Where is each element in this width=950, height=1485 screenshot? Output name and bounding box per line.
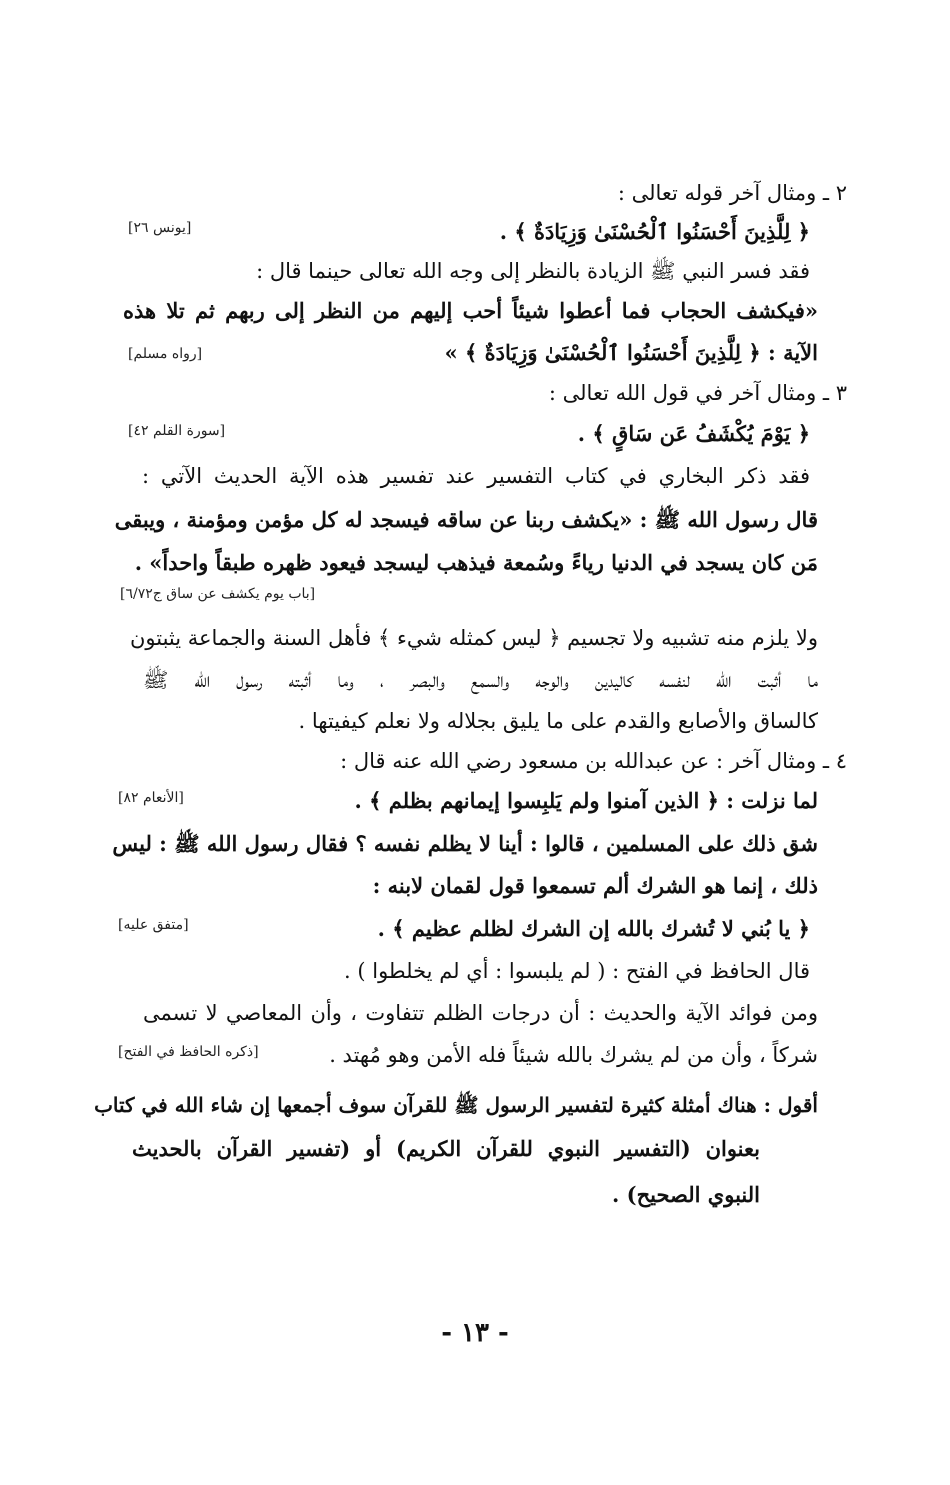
- text-line: قال الحافظ في الفتح : ( لم يلبسوا : أي لم يخلطوا ) .: [344, 959, 810, 983]
- hadith-line: مَن كان يسجد في الدنيا رياءً وسُمعة فيذهب ليسجد فيعود ظهره طبقاً واحداً» .: [134, 550, 818, 575]
- section-2-heading: ٢ ـ ومثال آخر قوله تعالى :: [617, 181, 847, 205]
- quran-verse-yunus: ﴿ لِلَّذِينَ أَحْسَنُوا ٱلْحُسْنَىٰ وَزِيَادَةٌ ﴾ .: [499, 219, 810, 244]
- text-line: ما أثبت الله لنفسه كاليدين والوجه والسمع والبصر ، وما أثبته رسول الله ﷺ: [143, 668, 818, 692]
- quran-verse-luqman: ﴿ يا بُني لا تُشرك بالله إن الشرك لظلم عظيم ﴾ .: [377, 916, 810, 941]
- hadith-line: ذلك ، إنما هو الشرك ألم تسمعوا قول لقمان لابنه :: [372, 873, 818, 898]
- hadith-line: «فيكشف الحجاب فما أعطوا شيئاً أحب إليهم من النظر إلى ربهم ثم تلا هذه: [123, 298, 818, 323]
- ref-muttafaq: [متفق عليه]: [118, 917, 189, 933]
- text-line: كالساق والأصابع والقدم على ما يليق بجلاله ولا نعلم كيفيتها .: [298, 709, 818, 733]
- closing-line: النبوي الصحيح) .: [612, 1182, 760, 1207]
- ref-anam: [الأنعام ٨٢]: [118, 790, 184, 806]
- text-line: فقد فسر النبي ﷺ الزيادة بالنظر إلى وجه الله تعالى حينما قال :: [256, 259, 810, 283]
- ref-hafiz-fath: [ذكره الحافظ في الفتح]: [118, 1044, 259, 1060]
- text-line: ولا يلزم منه تشبيه ولا تجسيم ﴿ ليس كمثله شيء ﴾ فأهل السنة والجماعة يثبتون: [129, 626, 818, 650]
- hadith-line: الآية : ﴿ لِلَّذِينَ أَحْسَنُوا ٱلْحُسْنَىٰ وَزِيَادَةٌ ﴾ »: [444, 340, 818, 365]
- page-number: - ١٣ -: [441, 1318, 509, 1348]
- section-4-heading: ٤ ـ ومثال آخر : عن عبدالله بن مسعود رضي الله عنه قال :: [340, 749, 847, 773]
- closing-line: أقول : هناك أمثلة كثيرة لتفسير الرسول ﷺ للقرآن سوف أجمعها إن شاء الله في كتاب: [94, 1093, 818, 1117]
- section-3-heading: ٣ ـ ومثال آخر في قول الله تعالى :: [548, 381, 847, 405]
- quran-verse-anam: لما نزلت : ﴿ الذين آمنوا ولم يَلبِسوا إيمانهم بظلم ﴾ .: [354, 788, 818, 813]
- hadith-line: شق ذلك على المسلمين ، قالوا : أينا لا يظلم نفسه ؟ فقال رسول الله ﷺ : ليس: [112, 831, 818, 856]
- text-line: ومن فوائد الآية والحديث : أن درجات الظلم تتفاوت ، وأن المعاصي لا تسمى: [143, 1001, 818, 1025]
- ref-qalam: [سورة القلم ٤٢]: [128, 423, 226, 439]
- closing-line: بعنوان (التفسير النبوي للقرآن الكريم) أو (تفسير القرآن بالحديث: [132, 1136, 760, 1161]
- hadith-line: قال رسول الله ﷺ : «يكشف ربنا عن ساقه فيسجد له كل مؤمن ومؤمنة ، ويبقى: [114, 507, 818, 532]
- ref-muslim: [رواه مسلم]: [128, 346, 203, 362]
- quran-verse-qalam: ﴿ يَوْمَ يُكْشَفُ عَن سَاقٍ ﴾ .: [577, 421, 810, 446]
- text-line: فقد ذكر البخاري في كتاب التفسير عند تفسير هذه الآية الحديث الآتي :: [142, 464, 810, 488]
- text-line: شركاً ، وأن من لم يشرك بالله شيئاً فله الأمن وهو مُهتد .: [329, 1043, 818, 1067]
- ref-bukhari-chapter: [باب يوم يكشف عن ساق ج٦/٧٢]: [120, 586, 316, 602]
- ref-yunus: [يونس ٢٦]: [128, 220, 192, 236]
